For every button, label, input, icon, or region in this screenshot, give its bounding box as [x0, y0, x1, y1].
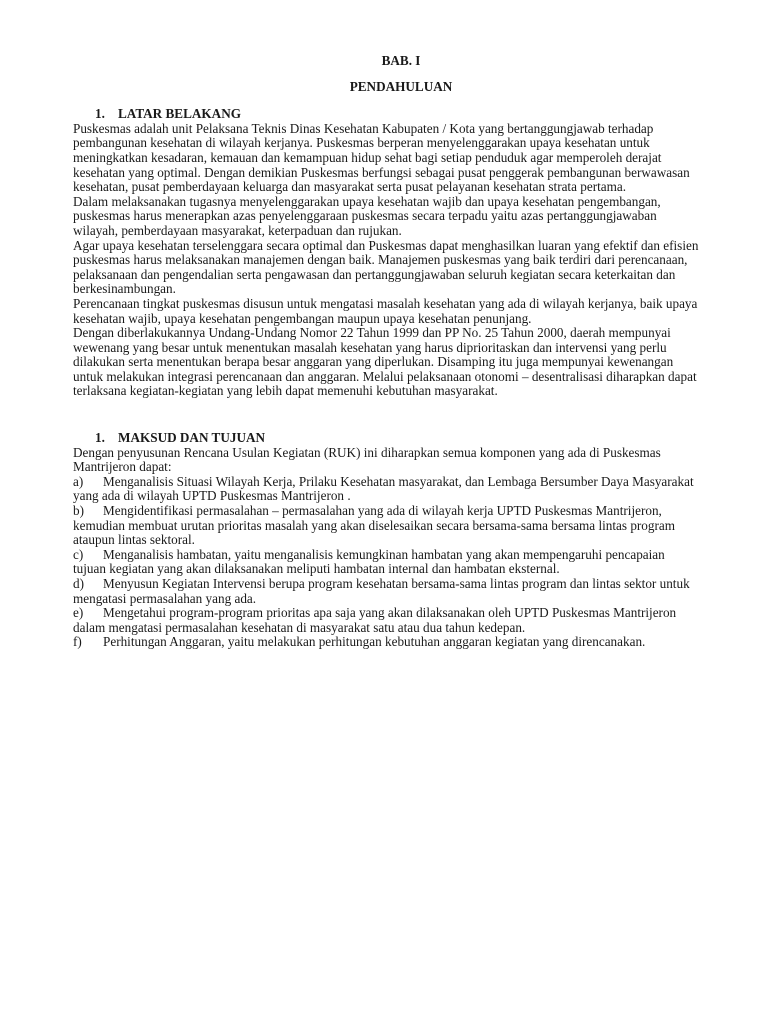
- list-item-text: Mengetahui program-program prioritas apa saja yang akan dilaksanakan oleh UPTD Puskesmas Mantrijeron dalam mengatasi permasalahan kesehatan di masyarakat satu atau dua tahun kedepan.: [73, 605, 677, 635]
- list-item-text: Menganalisis Situasi Wilayah Kerja, Prilaku Kesehatan masyarakat, dan Lembaga Bersumber Daya Masyarakat yang ada di wilayah UPTD Puskesmas Mantrijeron .: [73, 473, 694, 504]
- chapter-label: BAB. I: [381, 53, 421, 68]
- list-item: [73, 548, 701, 577]
- list-marker: d): [73, 576, 84, 591]
- list-item: [73, 635, 701, 650]
- section-title: MAKSUD DAN TUJUAN: [118, 430, 266, 446]
- list-marker: c): [73, 546, 84, 562]
- list-item-text: Menganalisis hambatan, yaitu menganalisis kemungkinan hambatan yang akan mempengaruhi pencapaian tujuan kegiatan yang akan dilaksanakan meliputi hambatan internal dan hambatan eksternal.: [73, 546, 665, 577]
- list-item: [73, 475, 701, 504]
- list-item: [73, 606, 701, 635]
- list-item: [73, 577, 701, 606]
- section-number: 1.: [95, 106, 105, 122]
- section-number: 1.: [95, 430, 105, 446]
- list-item-text: Menyusun Kegiatan Intervensi berupa program kesehatan bersama-sama lintas program dan lintas sektor untuk mengatasi permasalahan yang ada.: [73, 576, 690, 606]
- paragraph: Puskesmas adalah unit Pelaksana Teknis Dinas Kesehatan Kabupaten / Kota yang bertanggungjawab terhadap pembangunan kesehatan di wilayah kerjanya. Puskesmas berperan menyelenggarakan upaya kesehatan untuk meningkatkan kesadaran, kemauan dan kemampuan hidup sehat bagi setiap penduduk agar memperoleh derajat kesehatan yang optimal. Dengan demikian Puskesmas berfungsi sebagai pusat penggerak pembangunan berwawasan kesehatan, pusat pemberdayaan keluarga dan masyarakat serta pusat pelayanan kesehatan strata pertama.: [73, 120, 690, 195]
- section-heading-maksud-dan-tujuan: [95, 431, 701, 446]
- list-item-text: Perhitungan Anggaran, yaitu melakukan perhitungan kebutuhan anggaran kegiatan yang direncanakan.: [103, 634, 646, 650]
- paragraph-intro: Dengan penyusunan Rencana Usulan Kegiatan (RUK) ini diharapkan semua komponen yang ada di Puskesmas Mantrijeron dapat:: [73, 444, 661, 475]
- paragraph: Dalam melaksanakan tugasnya menyelenggarakan upaya kesehatan wajib dan upaya kesehatan pengembangan, puskesmas harus menerapkan azas penyelenggaraan puskesmas secara terpadu yaitu azas pertanggungjawaban wilayah, pemberdayaan masyarakat, keterpaduan dan rujukan.: [73, 193, 661, 238]
- section-title: LATAR BELAKANG: [118, 106, 241, 122]
- section-heading-latar-belakang: [95, 107, 701, 122]
- paragraph: Perencanaan tingkat puskesmas disusun untuk mengatasi masalah kesehatan yang ada di wilayah kerjanya, baik upaya kesehatan wajib, upaya kesehatan pengembangan maupun upaya kesehatan penunjang.: [73, 295, 698, 326]
- paragraph: Agar upaya kesehatan terselenggara secara optimal dan Puskesmas dapat menghasilkan luaran yang efektif dan efisien puskesmas harus melaksanakan manajemen dengan baik. Manajemen puskesmas yang baik terdiri dari perencanaan, pelaksanaan dan pengendalian serta pengawasan dan pertanggungjawaban seluruh kegiatan secara keterkaitan dan berkesinambungan.: [73, 237, 699, 297]
- list-marker: b): [73, 503, 84, 519]
- list-item-text: Mengidentifikasi permasalahan – permasalahan yang ada di wilayah kerja UPTD Puskesmas Mantrijeron, kemudian membuat urutan prioritas masalah yang akan diselesaikan secara bersama-sama bersama lintas program ataupun lintas sektoral.: [73, 503, 676, 548]
- list-marker: f): [73, 634, 82, 650]
- document-body: [73, 54, 701, 650]
- paragraph: Dengan diberlakukannya Undang-Undang Nomor 22 Tahun 1999 dan PP No. 25 Tahun 2000, daerah mempunyai wewenang yang besar untuk menentukan masalah kesehatan yang harus diprioritaskan dan intervensi yang perlu dilakukan serta menentukan berapa besar anggaran yang diperlukan. Disamping itu juga mempunyai kewenangan untuk melakukan integrasi perencanaan dan anggaran. Melalui pelaksanaan otonomi – desentralisasi diharapkan dapat terlaksana kegiatan-kegiatan yang lebih dapat memenuhi kebutuhan masyarakat.: [73, 325, 697, 399]
- list-item: [73, 504, 701, 548]
- list-marker: a): [73, 473, 84, 489]
- chapter-title: PENDAHULUAN: [349, 78, 453, 94]
- list-marker: e): [73, 605, 84, 621]
